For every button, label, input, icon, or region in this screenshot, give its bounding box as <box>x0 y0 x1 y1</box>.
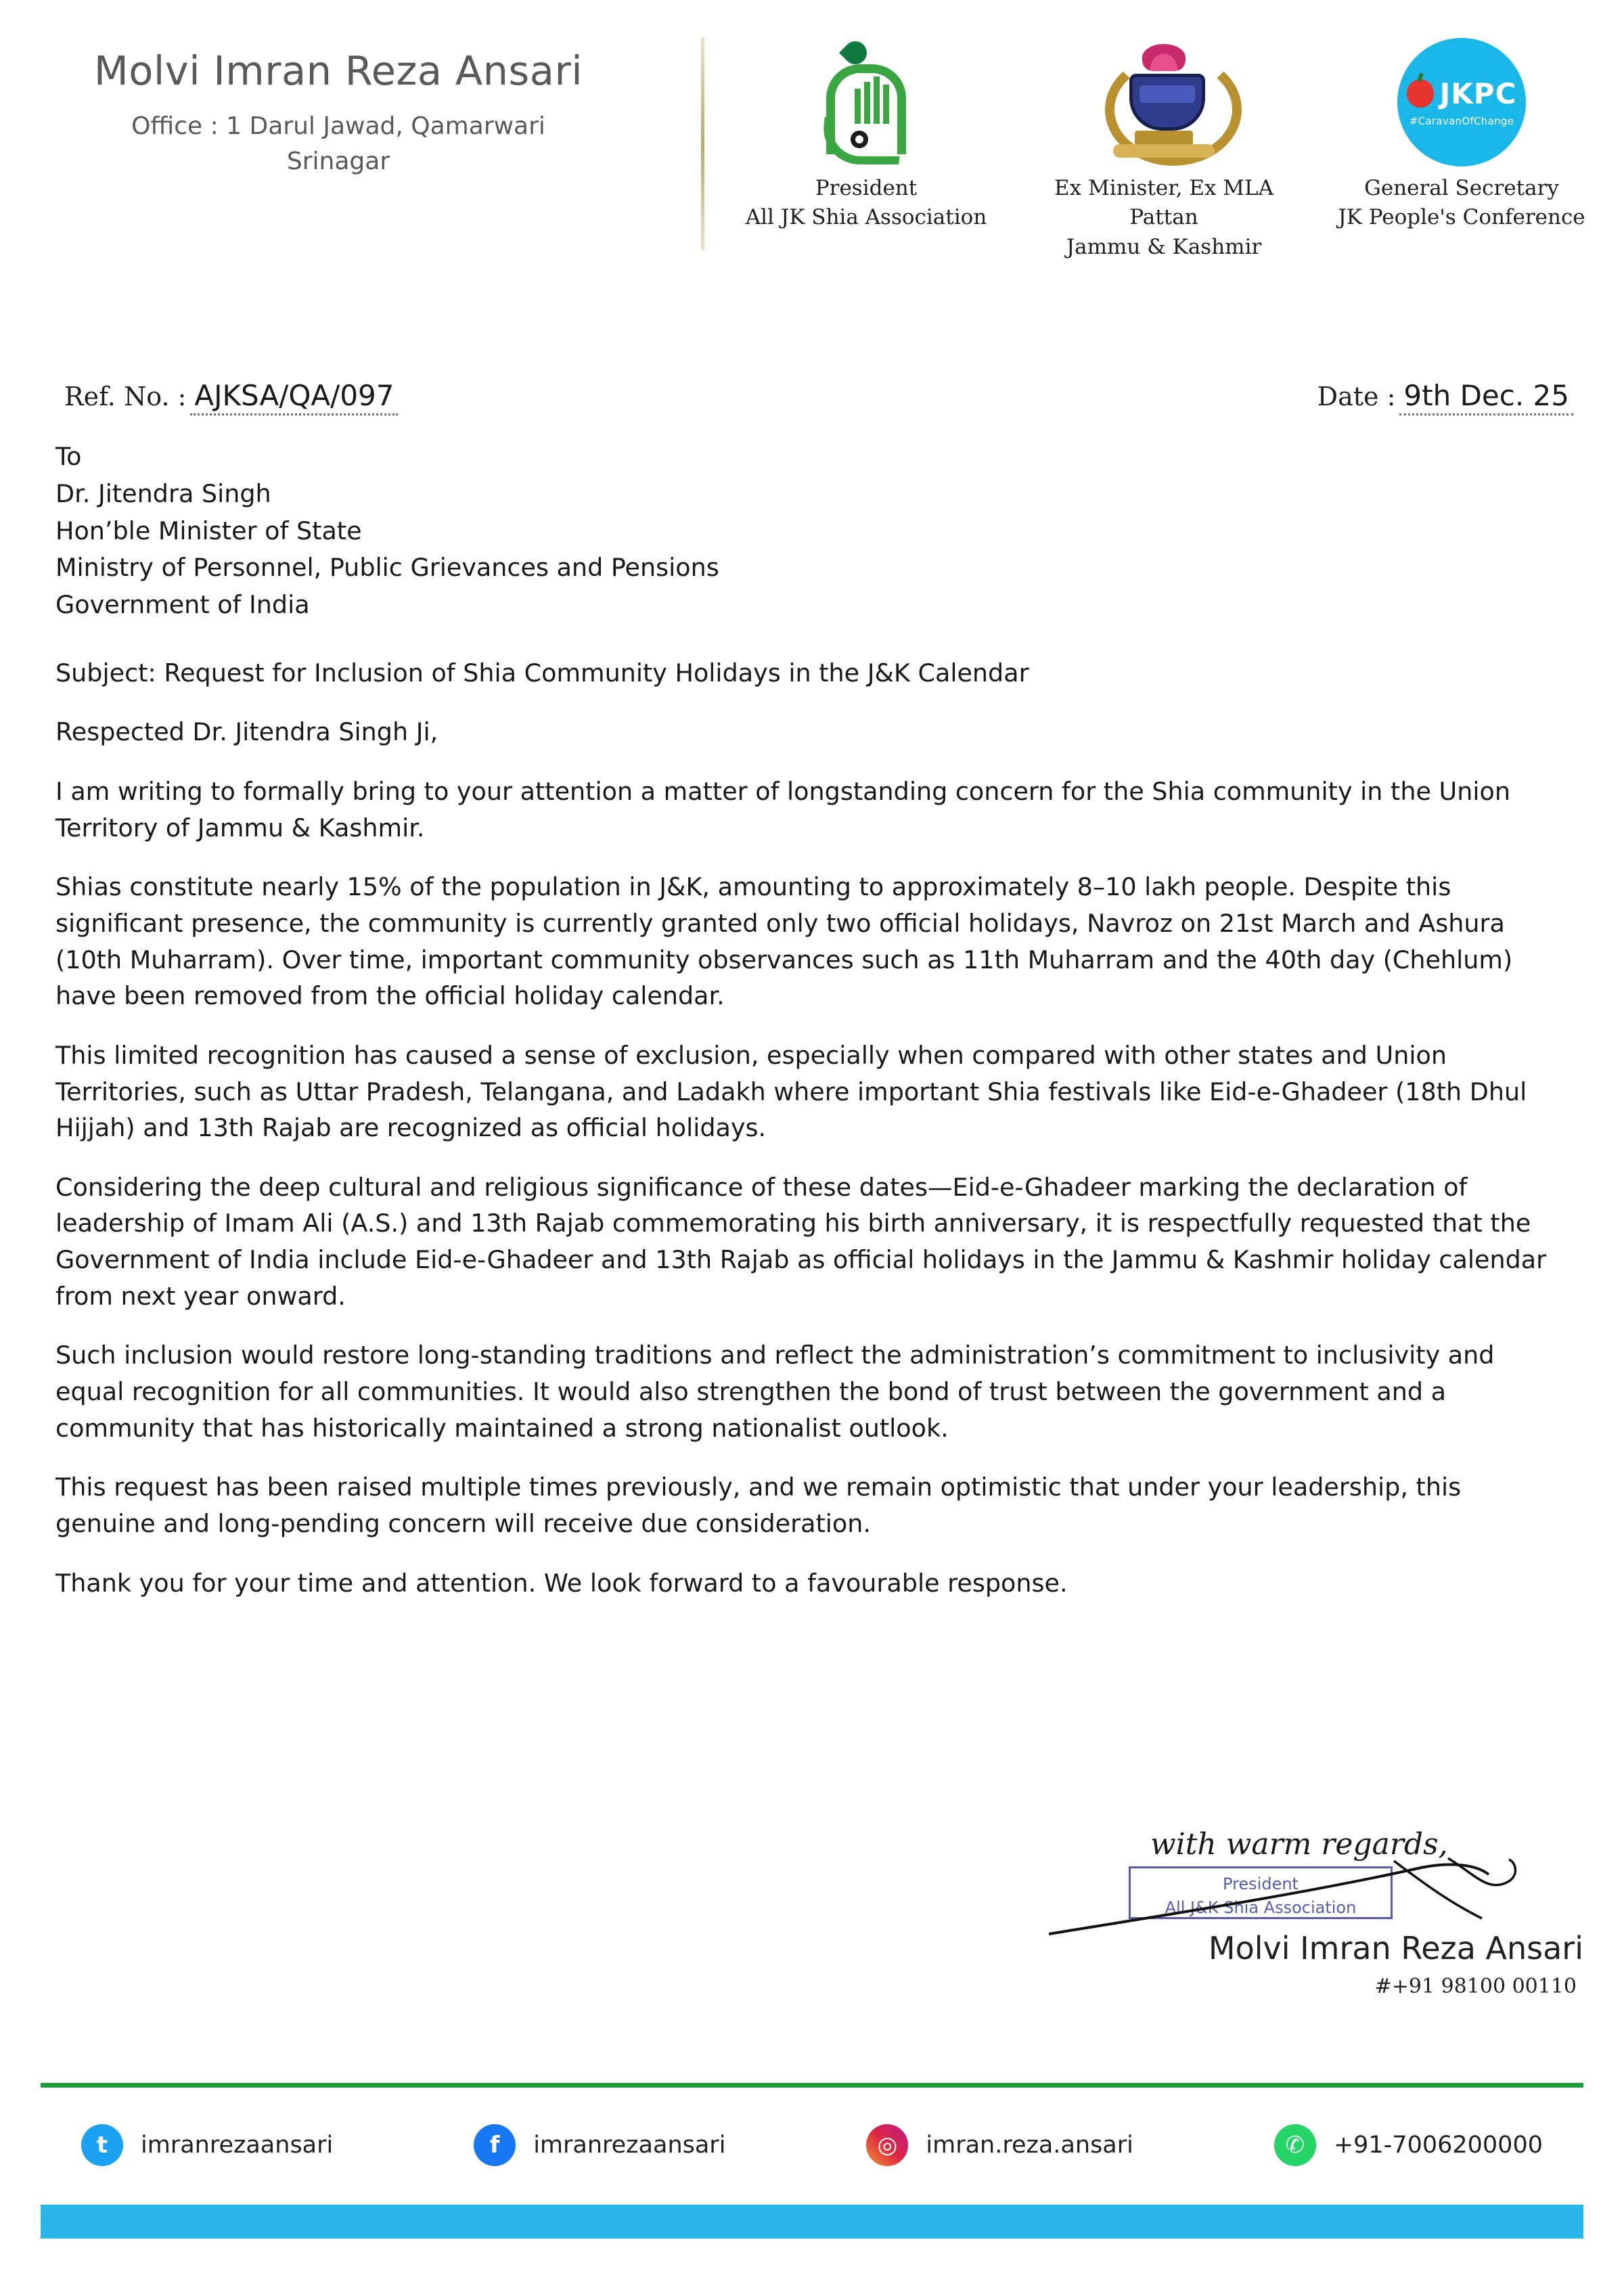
letterhead-organizations <box>717 32 1610 262</box>
body-paragraph-1: I am writing to formally bring to your attention a matter of longstanding concern for the Shia community in the Union Territory of Jammu & Kashmir. <box>55 777 1510 842</box>
org-government-title <box>1029 174 1299 262</box>
footer-bottom-bar <box>41 2205 1583 2239</box>
subject-line: Subject: Request for Inclusion of Shia Community Holidays in the J&K Calendar <box>55 658 1029 688</box>
org-body: JK People's Conference <box>1338 205 1585 230</box>
org-role: General Secretary <box>1364 176 1559 200</box>
reference-label: Ref. No. : <box>64 382 187 411</box>
org-government <box>1029 32 1299 262</box>
reference-value: AJKSA/QA/097 <box>190 379 398 415</box>
facebook-handle[interactable]: imranrezaansari <box>533 2132 726 2159</box>
address-line1: Dr. Jitendra Singh <box>55 478 271 508</box>
letterhead-identity <box>0 47 677 179</box>
signatory-name: Molvi Imran Reza Ansari <box>1208 1930 1583 1966</box>
instagram-icon[interactable]: ◎ <box>866 2124 908 2166</box>
sender-office-line2: Srinagar <box>286 148 390 176</box>
body-paragraph-4: Considering the deep cultural and religious significance of these dates—Eid-e-Ghadeer marking the declaration of leadership of Imam Ali (A.S.) and 13th Rajab commemorating his birth anniversary, it is respectfully requested that the Government of India include Eid-e-Ghadeer and 13th Rajab as official holidays in the Jammu & Kashmir holiday calendar from next year onward. <box>55 1172 1547 1311</box>
instagram-handle[interactable]: imran.reza.ansari <box>926 2132 1133 2159</box>
apple-icon <box>1407 79 1434 108</box>
social-instagram[interactable] <box>866 2124 1133 2166</box>
social-whatsapp[interactable] <box>1274 2124 1543 2166</box>
body-paragraph-7: Thank you for your time and attention. We look forward to a favourable response. <box>55 1568 1068 1598</box>
twitter-handle[interactable]: imranrezaansari <box>141 2132 334 2159</box>
letter-body <box>55 439 1564 1624</box>
sender-office-line1: Office : 1 Darul Jawad, Qamarwari <box>131 112 545 140</box>
org-body: All JK Shia Association <box>745 205 987 230</box>
jkpc-logo <box>1326 32 1597 171</box>
jkpc-logo-text: JKPC <box>1439 76 1517 110</box>
facebook-icon[interactable]: f <box>474 2124 516 2166</box>
body-paragraph-6: This request has been raised multiple times previously, and we remain optimistic that under your leadership, this genuine and long-pending concern will receive due consideration. <box>55 1472 1462 1538</box>
stamp-line2: All J&K Shia Association <box>1165 1897 1357 1917</box>
jkpc-logo-tagline: #CaravanOfChange <box>1409 114 1514 127</box>
recipient-address <box>55 439 1564 624</box>
sender-name: Molvi Imran Reza Ansari <box>93 47 583 94</box>
letterhead-divider <box>701 37 704 250</box>
body-paragraph-5: Such inclusion would restore long-standing traditions and reflect the administration’s commitment to inclusivity and equal recognition for all communities. It would also strengthen the bond of trust between the government and a community that has historically maintained a strong nationalist outlook. <box>55 1341 1495 1443</box>
org-role: Ex Minister, Ex MLA Pattan <box>1054 176 1274 230</box>
org-jkpc <box>1326 32 1597 233</box>
signature-block <box>1015 1827 1583 2050</box>
org-shia-association-title <box>731 174 1001 233</box>
date-block <box>1317 379 1573 415</box>
twitter-icon[interactable]: t <box>81 2124 123 2166</box>
org-role: President <box>815 176 918 200</box>
social-twitter[interactable] <box>81 2124 333 2166</box>
date-value: 9th Dec. 25 <box>1399 379 1573 415</box>
reference-block <box>64 379 398 415</box>
whatsapp-number[interactable]: +91-7006200000 <box>1333 2132 1543 2159</box>
closing-salutation: with warm regards, <box>1150 1827 1448 1862</box>
official-stamp <box>1129 1866 1393 1919</box>
footer-social-bar <box>41 2101 1583 2189</box>
body-paragraph-2: Shias constitute nearly 15% of the population in J&K, amounting to approximately 8–10 lakh people. Despite this significant presence, the community is currently granted only two official holidays, Navroz on 21st March and Ashura (10th Muharram). Over time, important community observances such as 11th Muharram and the 40th day (Chehlum) have been removed from the official holiday calendar. <box>55 872 1513 1011</box>
whatsapp-icon[interactable]: ✆ <box>1274 2124 1316 2166</box>
sender-office <box>0 109 677 179</box>
address-line4: Government of India <box>55 590 310 619</box>
address-line3: Ministry of Personnel, Public Grievances and Pensions <box>55 553 719 583</box>
salutation: Respected Dr. Jitendra Singh Ji, <box>55 717 438 747</box>
org-jkpc-title <box>1326 174 1597 233</box>
footer-divider <box>41 2083 1583 2088</box>
org-body: Jammu & Kashmir <box>1066 234 1262 259</box>
address-line2: Hon’ble Minister of State <box>55 516 362 545</box>
social-facebook[interactable] <box>474 2124 725 2166</box>
letterhead <box>0 0 1624 291</box>
reference-and-date-row <box>64 379 1573 426</box>
date-label: Date : <box>1317 382 1396 411</box>
signatory-phone: #+91 98100 00110 <box>1374 1975 1577 1998</box>
address-to: To <box>55 442 82 471</box>
body-paragraph-3: This limited recognition has caused a sense of exclusion, especially when compared with other states and Union Territories, such as Uttar Pradesh, Telangana, and Ladakh where important Shia festivals like Eid-e-Ghadeer (18th Dhul Hijjah) and 13th Rajab are recognized as official holidays. <box>55 1040 1527 1143</box>
org-shia-association <box>731 32 1001 233</box>
stamp-line1: President <box>1223 1874 1299 1893</box>
government-crest-emblem <box>1029 32 1299 171</box>
shia-association-emblem <box>731 32 1001 171</box>
